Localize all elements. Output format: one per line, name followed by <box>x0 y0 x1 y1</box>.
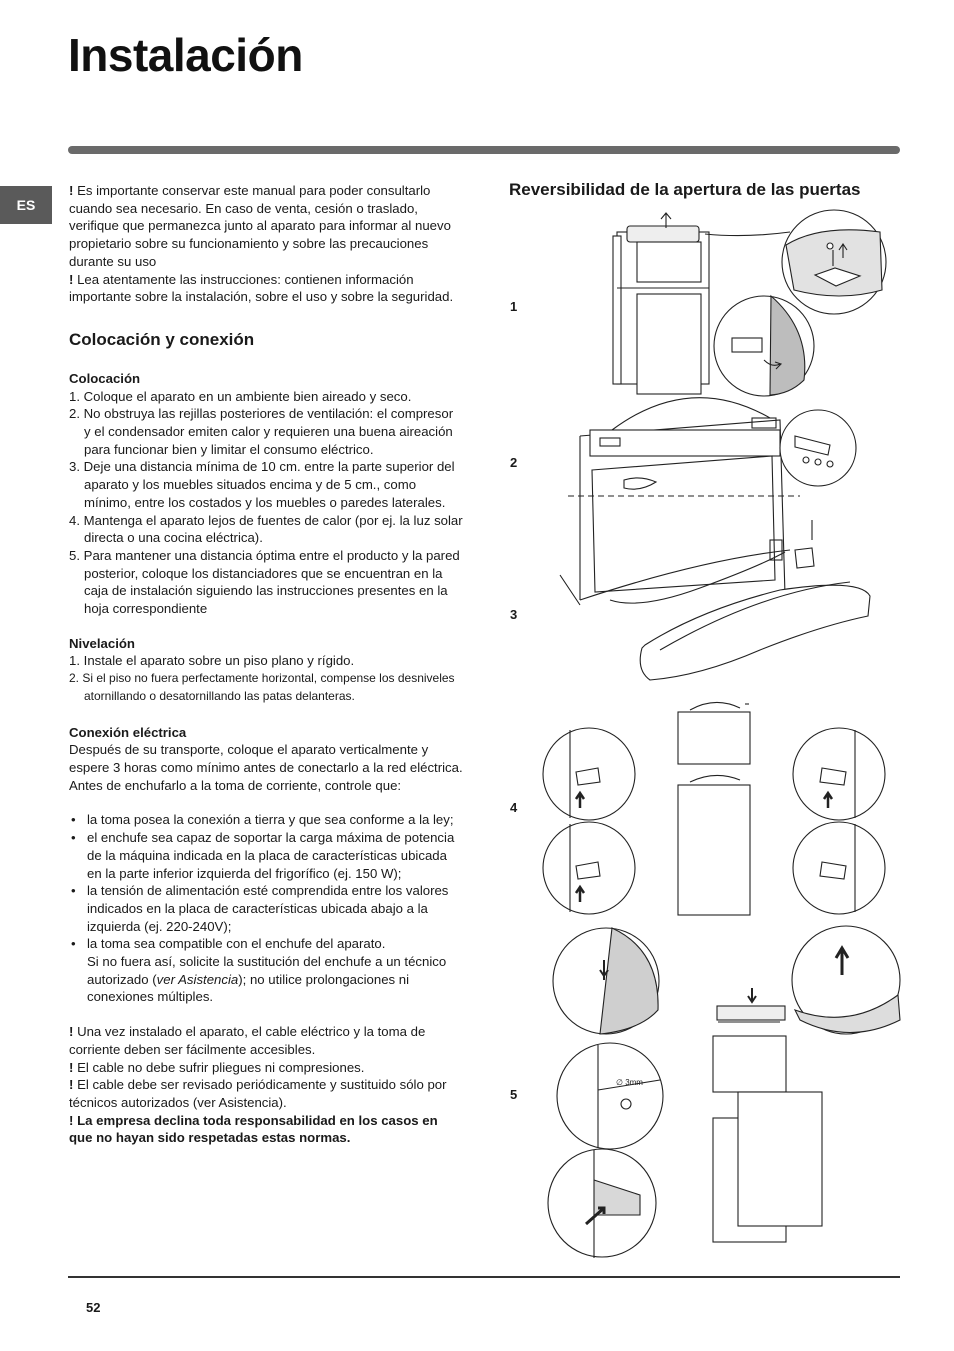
step2-detail-circle <box>780 410 856 486</box>
page-title: Instalación <box>68 29 303 81</box>
step5-detail-circle-bottom <box>548 1149 656 1258</box>
intro-paragraph-2: ! Lea atentamente las instrucciones: contienen información importante sobre la instalación, sobre el uso y sobre la seguridad. <box>69 271 454 305</box>
left-column <box>69 182 463 1147</box>
step5-detail-circle-top-right <box>792 926 900 1034</box>
subheading-nivelacion: Nivelación <box>69 635 135 651</box>
step3-base-illustration <box>560 520 870 680</box>
step-number-1: 1 <box>510 299 518 314</box>
subheading-conexion: Conexión eléctrica <box>69 724 187 740</box>
list-item: 2. No obstruya las rejillas posteriores de ventilación: el compresor y el condensador emiten calor y requieren una buena aireación para funcionar bien y limitar el consumo eléctrico. <box>69 406 454 457</box>
step5-detail-circle-top-left <box>553 928 659 1034</box>
conexion-intro: Después de su transporte, coloque el aparato verticalmente y espere 3 horas como mínimo antes de conectarlo a la red eléctrica. Antes de enchufarlo a la toma de corriente, controle que: <box>69 742 463 793</box>
title-divider <box>68 146 900 154</box>
step-number-3: 3 <box>510 607 518 622</box>
nivelacion-list <box>69 652 463 670</box>
colocacion-list <box>69 388 463 618</box>
step5-detail-circle-mid <box>557 1043 663 1149</box>
page-number: 52 <box>86 1300 101 1315</box>
warning-final: ! La empresa declina toda responsabilidad en los casos en que no hayan sido respetadas estas normas. <box>69 1112 438 1146</box>
list-item: • la toma posea la conexión a tierra y que sea conforme a la ley; <box>69 811 463 829</box>
step4-doors-illustration <box>678 702 750 915</box>
reversibility-title: Reversibilidad de la apertura de las puertas <box>509 180 861 199</box>
list-item: • la tensión de alimentación esté comprendida entre los valores indicados en la placa de características ubicada abajo a la izquierda (ej. 220-240V); <box>69 882 463 935</box>
list-item: • el enchufe sea capaz de soportar la carga máxima de potencia de la máquina indicada en la placa de características ubicada en la parte inferior izquierda del frigorífico (ej. 150 W); <box>69 829 463 882</box>
step-number-5: 5 <box>510 1087 518 1102</box>
drill-size-label: ∅ 3mm <box>616 1078 643 1087</box>
step-number-4: 4 <box>510 800 518 815</box>
footer-divider <box>68 1276 900 1278</box>
list-item: • la toma sea compatible con el enchufe del aparato. Si no fuera así, solicite la sustitución del enchufe a un técnico autorizado (ver Asistencia); no utilice prolongaciones ni conexiones múltiples. <box>69 935 463 1006</box>
warning-2: ! El cable no debe sufrir pliegues ni compresiones. <box>69 1059 365 1075</box>
step-number-2: 2 <box>510 455 518 470</box>
step5-doors-illustration <box>713 988 822 1242</box>
conexion-bullets <box>69 811 463 1006</box>
list-item: 4. Mantenga el aparato lejos de fuentes de calor (por ej. la luz solar directa o una cocina eléctrica). <box>69 512 463 546</box>
language-tab: ES <box>0 186 52 224</box>
step1-detail-circle-bottom <box>714 296 814 396</box>
list-item: 5. Para mantener una distancia óptima entre el producto y la pared posterior, coloque los distanciadores que se encuentran en la caja de instalación siguiendo las instrucciones presentes en la hoja correspondiente <box>69 547 460 617</box>
nivelacion-list-small <box>69 670 463 705</box>
list-item: 3. Deje una distancia mínima de 10 cm. entre la parte superior del aparato y los muebles situados encima y de 5 cm., como mínimo, entre los costados y los muebles o paredes laterales. <box>69 459 455 510</box>
warning-3: ! El cable debe ser revisado periódicamente y sustituido sólo por técnicos autorizados (ver Asistencia). <box>69 1077 447 1110</box>
step1-detail-circle-top <box>782 210 886 314</box>
section-title-colocacion: Colocación y conexión <box>69 329 255 349</box>
list-item: 1. Instale el aparato sobre un piso plano y rígido. <box>69 653 355 669</box>
list-item: 2. Si el piso no fuera perfectamente horizontal, compense los desniveles atornillando o desatornillando las patas delanteras. <box>69 671 455 703</box>
warning-1: ! Una vez instalado el aparato, el cable eléctrico y la toma de corriente deben ser fácilmente accesibles. <box>69 1024 426 1057</box>
subheading-colocacion: Colocación <box>69 370 141 386</box>
door-reversal-diagram <box>538 205 908 1260</box>
intro-paragraph-1: ! Es importante conservar este manual para poder consultarlo cuando sea necesario. En caso de venta, cesión o traslado, verifique que permanezca junto al aparato para informar al nuevo propietario sobre su funcionamiento y sobre las precauciones durante su uso <box>69 183 451 269</box>
list-item: 1. Coloque el aparato en un ambiente bien aireado y seco. <box>69 388 412 404</box>
